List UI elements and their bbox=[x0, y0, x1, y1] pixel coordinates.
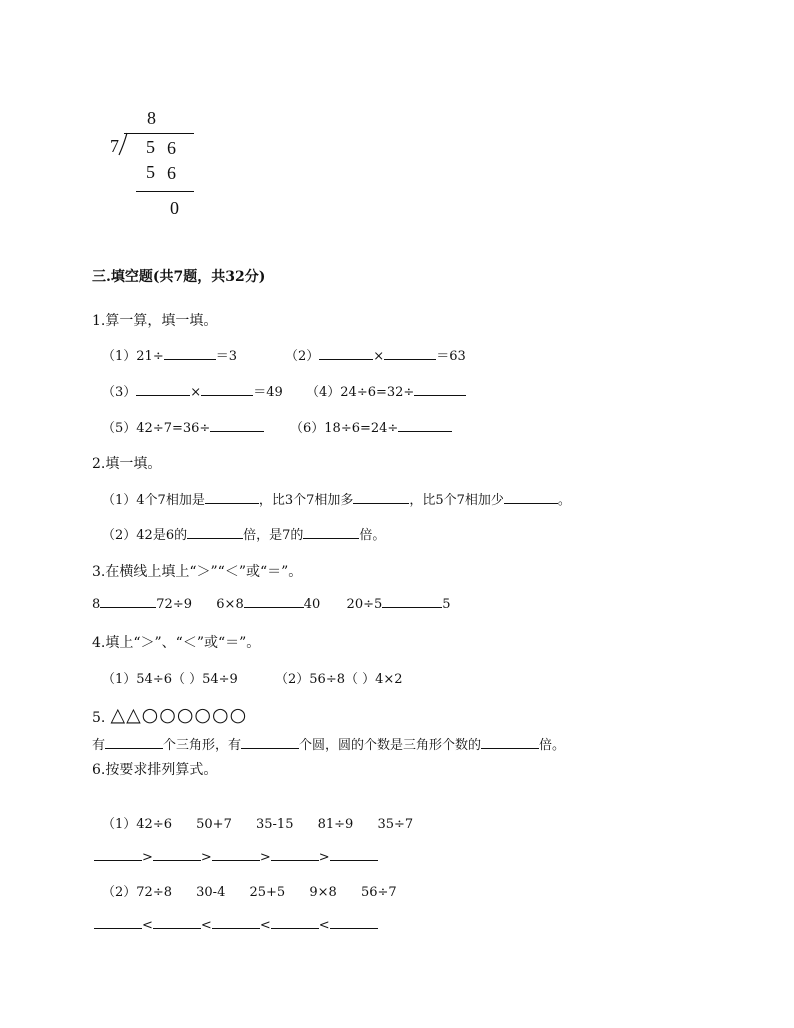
q6-r2-label: （2） bbox=[102, 885, 137, 900]
q6-r2-sign: < bbox=[142, 918, 153, 933]
q2-line-1 bbox=[102, 489, 571, 508]
q6-row-2 bbox=[102, 881, 397, 900]
subtraction-rule bbox=[136, 191, 194, 192]
q6-r2-item: 30-4 bbox=[196, 885, 226, 900]
q4-i1-text: 54÷6（ ）54÷9 bbox=[136, 672, 238, 687]
dividend-digit-2: 6 bbox=[167, 138, 176, 158]
q2-l1-d: 。 bbox=[557, 493, 571, 508]
q6-r2-item: 9×8 bbox=[309, 885, 337, 900]
q6-r2-blank[interactable] bbox=[94, 927, 142, 929]
q1-p3-blank-1[interactable] bbox=[136, 394, 190, 396]
q6-r1-blank[interactable] bbox=[271, 859, 319, 861]
q5-line bbox=[92, 734, 565, 753]
q3-i1-right: 72÷9 bbox=[156, 597, 192, 612]
q6-r2-blank[interactable] bbox=[153, 927, 201, 929]
q6-r2-sign: < bbox=[200, 918, 212, 933]
q6-r2-item: 25+5 bbox=[249, 885, 286, 900]
q1-p3-label: （3） bbox=[102, 385, 137, 400]
q6-r1-blank[interactable] bbox=[153, 859, 201, 861]
q1-p2-label: （2） bbox=[285, 349, 320, 364]
q5-d: 倍。 bbox=[539, 738, 566, 753]
q5-shapes: △△○○○○○○ bbox=[110, 704, 248, 726]
q3-i2-blank[interactable] bbox=[244, 606, 304, 608]
q1-part-2 bbox=[285, 345, 466, 364]
q6-r1-blank[interactable] bbox=[94, 859, 142, 861]
q6-r2-item: 72÷8 bbox=[136, 885, 172, 900]
q2-l1-blank-1[interactable] bbox=[205, 502, 259, 504]
q3-items bbox=[92, 597, 451, 612]
q5-c: 个圆，圆的个数是三角形个数的 bbox=[299, 738, 482, 753]
q2-l1-b: ，比3个7相加多 bbox=[258, 493, 354, 508]
q6-r2-sign: < bbox=[318, 918, 330, 933]
q2-l1-a: 4个7相加是 bbox=[136, 493, 205, 508]
q1-p2-blank-2[interactable] bbox=[384, 358, 436, 360]
division-bracket-icon bbox=[118, 132, 128, 156]
q6-r1-sign: > bbox=[200, 850, 212, 865]
q6-r1-item: 50+7 bbox=[196, 817, 232, 832]
q1-p2-right: ＝63 bbox=[436, 349, 466, 364]
q6-r1-sign: > bbox=[318, 850, 330, 865]
division-bar bbox=[124, 133, 194, 134]
q2-l2-c: 倍。 bbox=[359, 528, 386, 543]
q1-p1-right: ＝3 bbox=[215, 349, 237, 364]
q1-p6-label: （6） bbox=[290, 421, 325, 436]
q1-p4-blank[interactable] bbox=[414, 394, 466, 396]
q1-p3-times: × bbox=[190, 385, 202, 400]
q4-i1-label: （1） bbox=[102, 672, 137, 687]
q1-p6-blank[interactable] bbox=[398, 430, 452, 432]
q1-part-3 bbox=[102, 381, 283, 400]
q3-i2-right: 40 bbox=[303, 597, 321, 612]
q5-blank-2[interactable] bbox=[241, 747, 299, 749]
q5-a: 有 bbox=[92, 738, 106, 753]
q1-p5-blank[interactable] bbox=[210, 430, 264, 432]
q6-answer-row-2 bbox=[94, 918, 378, 933]
q1-part-5 bbox=[102, 417, 264, 436]
q6-r2-blank[interactable] bbox=[271, 927, 319, 929]
q6-answer-row-1 bbox=[94, 850, 378, 865]
q6-r1-item: 42÷6 bbox=[136, 817, 172, 832]
dividend-digit-1: 5 bbox=[146, 137, 155, 157]
q5-blank-3[interactable] bbox=[481, 747, 539, 749]
q1-p1-label: （1） bbox=[102, 349, 137, 364]
q2-l2-label: （2） bbox=[102, 528, 137, 543]
q5-header bbox=[92, 704, 247, 726]
q1-p2-blank-1[interactable] bbox=[319, 358, 373, 360]
q4-title: 4.填上“＞”、“＜”或“＝”。 bbox=[92, 635, 261, 651]
q2-l2-blank-1[interactable] bbox=[187, 537, 243, 539]
q2-l1-c: ，比5个7相加少 bbox=[409, 493, 504, 508]
q6-r1-item: 81÷9 bbox=[317, 817, 354, 832]
q1-part-6 bbox=[290, 417, 452, 436]
q3-i2-left: 6×8 bbox=[216, 597, 244, 612]
q1-p6-left: 18÷6=24÷ bbox=[324, 421, 399, 436]
q6-row-1 bbox=[102, 813, 413, 832]
q6-r1-sign: > bbox=[259, 850, 271, 865]
q6-r1-label: （1） bbox=[102, 817, 137, 832]
q6-r2-item: 56÷7 bbox=[360, 885, 397, 900]
q1-p5-left: 42÷7=36÷ bbox=[136, 421, 211, 436]
q4-item-2 bbox=[275, 668, 403, 687]
q5-b: 个三角形，有 bbox=[163, 738, 242, 753]
q3-i3-left: 20÷5 bbox=[346, 597, 383, 612]
q1-p1-left: 21÷ bbox=[136, 349, 164, 364]
remainder-digit: 0 bbox=[170, 198, 179, 218]
q5-blank-1[interactable] bbox=[105, 747, 163, 749]
q4-item-1 bbox=[102, 668, 238, 687]
q6-r1-sign: > bbox=[142, 850, 153, 865]
q2-l2-a: 42是6的 bbox=[136, 528, 188, 543]
q1-p3-blank-2[interactable] bbox=[201, 394, 253, 396]
q5-number: 5. bbox=[92, 710, 106, 726]
q3-i3-blank[interactable] bbox=[382, 606, 442, 608]
q4-i2-text: 56÷8（ ）4×2 bbox=[309, 672, 403, 687]
q6-r1-blank[interactable] bbox=[330, 859, 378, 861]
q1-p2-times: × bbox=[373, 349, 385, 364]
quotient-digit: 8 bbox=[147, 108, 156, 128]
q1-p1-blank[interactable] bbox=[164, 358, 216, 360]
q6-title: 6.按要求排列算式。 bbox=[92, 762, 218, 778]
q3-i1-blank[interactable] bbox=[100, 606, 156, 608]
q2-l1-blank-2[interactable] bbox=[353, 502, 409, 504]
q6-r2-blank[interactable] bbox=[212, 927, 260, 929]
q1-part-4 bbox=[306, 381, 466, 400]
q6-r2-blank[interactable] bbox=[330, 927, 378, 929]
section-title: 三.填空题(共7题，共32分) bbox=[92, 269, 266, 285]
q6-r1-item: 35÷7 bbox=[377, 817, 414, 832]
q2-l2-b: 倍，是7的 bbox=[243, 528, 304, 543]
q3-title: 3.在横线上填上“＞”“＜”或“＝”。 bbox=[92, 564, 303, 580]
q1-p3-right: ＝49 bbox=[253, 385, 283, 400]
q6-r2-sign: < bbox=[259, 918, 271, 933]
divisor-digit: 7 bbox=[110, 136, 119, 156]
q6-r1-item: 35-15 bbox=[256, 817, 294, 832]
q2-line-2 bbox=[102, 524, 385, 543]
q1-p4-left: 24÷6=32÷ bbox=[340, 385, 415, 400]
q3-i3-right: 5 bbox=[442, 597, 451, 612]
q2-title: 2.填一填。 bbox=[92, 456, 162, 472]
product-digit-1: 5 bbox=[146, 162, 155, 182]
q2-l1-label: （1） bbox=[102, 493, 137, 508]
q2-l2-blank-2[interactable] bbox=[303, 537, 359, 539]
q1-p5-label: （5） bbox=[102, 421, 137, 436]
q6-r1-blank[interactable] bbox=[212, 859, 260, 861]
q3-i1-left: 8 bbox=[92, 597, 101, 612]
q4-i2-label: （2） bbox=[275, 672, 310, 687]
q1-p4-label: （4） bbox=[306, 385, 341, 400]
q2-l1-blank-3[interactable] bbox=[504, 502, 558, 504]
q1-part-1 bbox=[102, 345, 237, 364]
product-digit-2: 6 bbox=[167, 163, 176, 183]
q1-title: 1.算一算，填一填。 bbox=[92, 313, 218, 329]
